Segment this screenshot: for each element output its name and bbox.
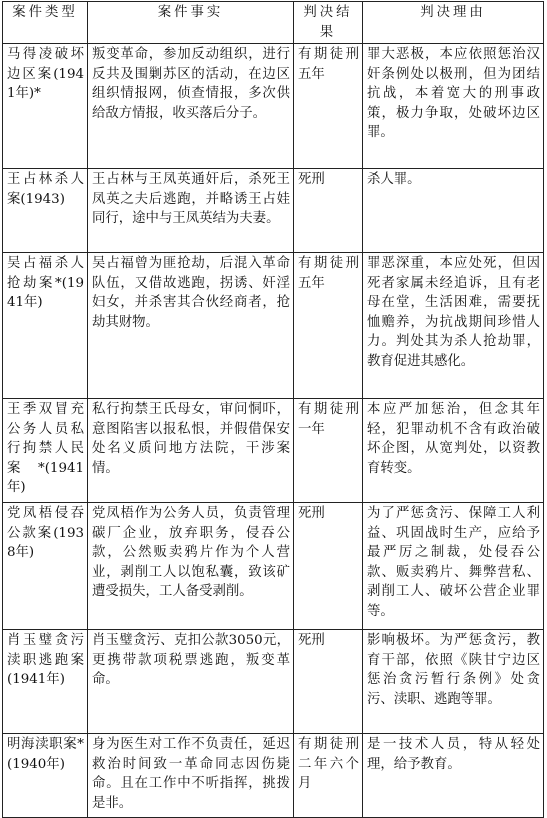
table-header	[3, 2, 544, 44]
verdict-cell: 有期徒刑五年	[294, 253, 363, 399]
header-case-facts: 案件事实	[88, 2, 294, 44]
case-facts-cell: 肖玉璧贪污、克扣公款3050元，更携带款项税票逃跑，叛变革命。	[88, 630, 294, 734]
case-type-cell: 王占林杀人案(1943)	[3, 169, 88, 253]
case-type-cell: 党凤梧侵吞公款案(1938年)	[3, 503, 88, 630]
verdict-cell: 有期徒刑一年	[294, 399, 363, 503]
table-row	[3, 44, 544, 169]
verdict-cell: 死刑	[294, 169, 363, 253]
reason-cell: 影响极坏。为严惩贪污，教育干部，依照《陕甘宁边区惩治贪污暂行条例》处贪污、渎职、逃跑等罪。	[363, 630, 544, 734]
header-reason: 判决理由	[363, 2, 544, 44]
verdict-cell: 死刑	[294, 503, 363, 630]
header-verdict: 判决结果	[294, 2, 363, 44]
case-facts-cell: 党凤梧作为公务人员，负责管理碳厂企业，放弃职务，侵吞公款，公然贩卖鸦片作为个人营业，剥削工人以饱私囊，致该矿遭受损失，工人备受剥削。	[88, 503, 294, 630]
reason-cell: 是一技术人员，特从轻处理，给予教育。	[363, 734, 544, 818]
case-type-cell: 王季双冒充公务人员私行拘禁人民案*(1941年)	[3, 399, 88, 503]
case-table	[2, 1, 544, 818]
reason-cell: 杀人罪。	[363, 169, 544, 253]
reason-cell: 罪恶深重，本应处死，但因死者家属未经追诉，且有老母在堂，生活困难，需要抚恤赡养，为抗战期间珍惜人力。判处其为杀人抢劫罪，教育促进其感化。	[363, 253, 544, 399]
table-body	[3, 44, 544, 818]
reason-cell: 为了严惩贪污、保障工人利益、巩固战时生产，应给予最严厉之制裁，处侵吞公款、贩卖鸦片、舞弊营私、剥削工人、破坏公营企业罪等。	[363, 503, 544, 630]
case-facts-cell: 王占林与王凤英通奸后，杀死王凤英之夫后逃跑，并略诱王占娃同行，途中与王凤英结为夫妻。	[88, 169, 294, 253]
table-row	[3, 734, 544, 818]
header-case-type: 案件类型	[3, 2, 88, 44]
reason-cell: 罪大恶极，本应依照惩治汉奸条例处以极刑，但为团结抗战，本着宽大的刑事政策，极力争取，处破坏边区罪。	[363, 44, 544, 169]
table-row	[3, 399, 544, 503]
verdict-cell: 有期徒刑二年六个月	[294, 734, 363, 818]
table-row	[3, 253, 544, 399]
case-facts-cell: 吴占福曾为匪抢劫，后混入革命队伍，又借故逃跑，拐诱、奸淫妇女，并杀害其合伙经商者，抢劫其财物。	[88, 253, 294, 399]
case-type-cell: 明海渎职案*(1940年)	[3, 734, 88, 818]
header-row	[3, 2, 544, 44]
case-facts-cell: 叛变革命，参加反动组织，进行反共及围剿苏区的活动，在边区组织情报网，侦查情报，多次供给敌方情报，收买落后分子。	[88, 44, 294, 169]
case-type-cell: 吴占福杀人抢劫案*(1941年)	[3, 253, 88, 399]
verdict-cell: 有期徒刑五年	[294, 44, 363, 169]
case-facts-cell: 私行拘禁王氏母女，审问恫吓，意图陷害以报私恨，并假借保安处名义质问地方法院，干涉案情。	[88, 399, 294, 503]
table-row	[3, 630, 544, 734]
reason-cell: 本应严加惩治，但念其年轻，犯罪动机不含有政治破坏企图，从宽判处，以资教育转变。	[363, 399, 544, 503]
verdict-cell: 死刑	[294, 630, 363, 734]
case-type-cell: 肖玉璧贪污渎职逃跑案(1941年)	[3, 630, 88, 734]
case-type-cell: 马得凌破坏边区案(1941年)*	[3, 44, 88, 169]
table-row	[3, 503, 544, 630]
table-row	[3, 169, 544, 253]
case-facts-cell: 身为医生对工作不负责任，延迟救治时间致一革命同志因伤毙命。且在工作中不听指挥，挑拨是非。	[88, 734, 294, 818]
